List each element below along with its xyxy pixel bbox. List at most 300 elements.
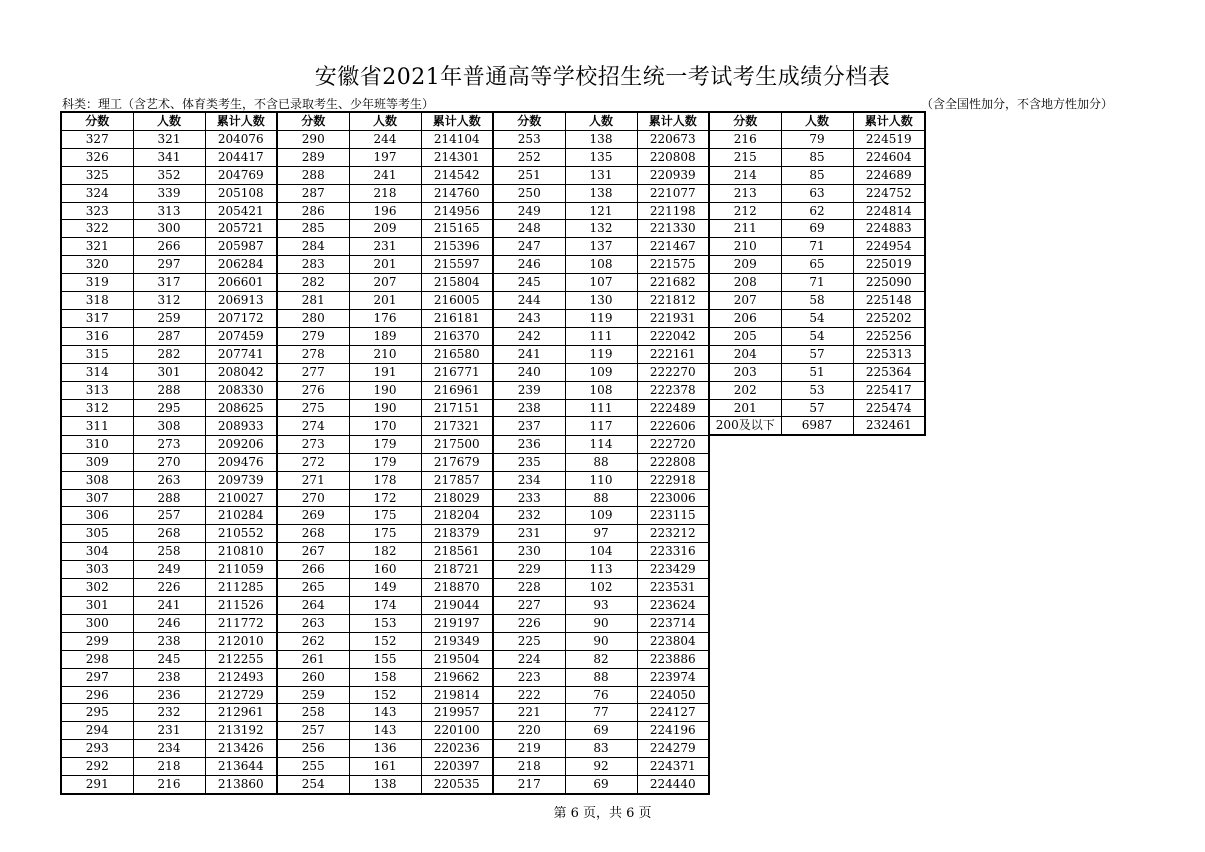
cumulative-cell: 221575 — [637, 256, 709, 274]
count-cell: 176 — [349, 309, 421, 327]
count-cell: 317 — [133, 274, 205, 292]
count-cell: 182 — [349, 543, 421, 561]
table-row — [61, 435, 925, 453]
empty-cell — [781, 561, 853, 579]
score-cell: 250 — [493, 184, 565, 202]
count-cell: 132 — [565, 220, 637, 238]
count-cell: 207 — [349, 274, 421, 292]
score-cell: 214 — [709, 166, 781, 184]
cumulative-cell: 217321 — [421, 417, 493, 435]
empty-cell — [709, 776, 781, 794]
count-cell: 6987 — [781, 417, 853, 435]
empty-cell — [781, 579, 853, 597]
cumulative-cell: 224519 — [853, 130, 925, 148]
empty-cell — [853, 489, 925, 507]
bonus-note: （含全国性加分，不含地方性加分） — [920, 97, 1113, 111]
cumulative-cell: 224604 — [853, 148, 925, 166]
score-cell: 290 — [277, 130, 349, 148]
count-cell: 216 — [133, 776, 205, 794]
count-cell: 136 — [349, 740, 421, 758]
count-cell: 155 — [349, 650, 421, 668]
count-cell: 249 — [133, 561, 205, 579]
count-cell: 196 — [349, 202, 421, 220]
count-cell: 131 — [565, 166, 637, 184]
count-cell: 69 — [565, 722, 637, 740]
score-cell: 229 — [493, 561, 565, 579]
count-cell: 238 — [133, 668, 205, 686]
count-cell: 191 — [349, 363, 421, 381]
empty-cell — [709, 704, 781, 722]
cumulative-cell: 219197 — [421, 614, 493, 632]
count-cell: 69 — [781, 220, 853, 238]
empty-cell — [853, 471, 925, 489]
empty-cell — [781, 435, 853, 453]
cumulative-cell: 210552 — [205, 525, 277, 543]
cumulative-cell: 214104 — [421, 130, 493, 148]
count-cell: 143 — [349, 704, 421, 722]
count-cell: 83 — [565, 740, 637, 758]
cumulative-cell: 221931 — [637, 309, 709, 327]
cumulative-cell: 224689 — [853, 166, 925, 184]
count-cell: 111 — [565, 399, 637, 417]
cumulative-cell: 207741 — [205, 345, 277, 363]
table-row — [61, 740, 925, 758]
count-cell: 201 — [349, 292, 421, 310]
cumulative-cell: 216961 — [421, 381, 493, 399]
empty-cell — [781, 614, 853, 632]
score-cell: 201 — [709, 399, 781, 417]
count-cell: 339 — [133, 184, 205, 202]
empty-cell — [853, 507, 925, 525]
empty-cell — [709, 722, 781, 740]
cumulative-cell: 221198 — [637, 202, 709, 220]
cumulative-cell: 220939 — [637, 166, 709, 184]
score-cell: 273 — [277, 435, 349, 453]
cumulative-cell: 225313 — [853, 345, 925, 363]
count-cell: 82 — [565, 650, 637, 668]
count-cell: 109 — [565, 363, 637, 381]
count-cell: 107 — [565, 274, 637, 292]
column-header: 累计人数 — [637, 112, 709, 130]
count-cell: 174 — [349, 596, 421, 614]
score-cell: 287 — [277, 184, 349, 202]
cumulative-cell: 220397 — [421, 758, 493, 776]
count-cell: 172 — [349, 489, 421, 507]
score-cell: 288 — [277, 166, 349, 184]
cumulative-cell: 219662 — [421, 668, 493, 686]
count-cell: 241 — [349, 166, 421, 184]
cumulative-cell: 224279 — [637, 740, 709, 758]
count-cell: 109 — [565, 507, 637, 525]
cumulative-cell: 211285 — [205, 579, 277, 597]
cumulative-cell: 219044 — [421, 596, 493, 614]
cumulative-cell: 221077 — [637, 184, 709, 202]
score-cell: 206 — [709, 309, 781, 327]
empty-cell — [853, 543, 925, 561]
score-cell: 294 — [61, 722, 133, 740]
score-cell: 210 — [709, 238, 781, 256]
score-cell: 261 — [277, 650, 349, 668]
cumulative-cell: 225090 — [853, 274, 925, 292]
score-cell: 231 — [493, 525, 565, 543]
cumulative-cell: 222042 — [637, 327, 709, 345]
empty-cell — [853, 722, 925, 740]
cumulative-cell: 214542 — [421, 166, 493, 184]
score-cell: 213 — [709, 184, 781, 202]
score-cell: 289 — [277, 148, 349, 166]
score-cell: 284 — [277, 238, 349, 256]
empty-cell — [709, 489, 781, 507]
empty-cell — [709, 614, 781, 632]
empty-cell — [781, 453, 853, 471]
count-cell: 287 — [133, 327, 205, 345]
score-cell: 327 — [61, 130, 133, 148]
empty-cell — [781, 686, 853, 704]
empty-cell — [709, 543, 781, 561]
score-cell: 308 — [61, 471, 133, 489]
score-cell: 313 — [61, 381, 133, 399]
count-cell: 179 — [349, 435, 421, 453]
cumulative-cell: 222378 — [637, 381, 709, 399]
score-distribution-table — [60, 111, 926, 795]
table-row — [61, 130, 925, 148]
cumulative-cell: 232461 — [853, 417, 925, 435]
cumulative-cell: 209476 — [205, 453, 277, 471]
table-row — [61, 453, 925, 471]
cumulative-cell: 210284 — [205, 507, 277, 525]
cumulative-cell: 225202 — [853, 309, 925, 327]
score-cell: 262 — [277, 632, 349, 650]
score-cell: 258 — [277, 704, 349, 722]
table-row — [61, 327, 925, 345]
count-cell: 71 — [781, 238, 853, 256]
count-cell: 143 — [349, 722, 421, 740]
score-cell: 298 — [61, 650, 133, 668]
score-cell: 222 — [493, 686, 565, 704]
count-cell: 97 — [565, 525, 637, 543]
score-cell: 323 — [61, 202, 133, 220]
cumulative-cell: 224440 — [637, 776, 709, 794]
score-cell: 324 — [61, 184, 133, 202]
cumulative-cell: 218870 — [421, 579, 493, 597]
table-row — [61, 632, 925, 650]
empty-cell — [853, 596, 925, 614]
score-cell: 244 — [493, 292, 565, 310]
score-cell: 314 — [61, 363, 133, 381]
cumulative-cell: 215165 — [421, 220, 493, 238]
count-cell: 88 — [565, 668, 637, 686]
score-cell: 321 — [61, 238, 133, 256]
score-cell: 219 — [493, 740, 565, 758]
page-title: 安徽省2021年普通高等学校招生统一考试考生成绩分档表 — [314, 65, 891, 90]
score-cell: 217 — [493, 776, 565, 794]
empty-cell — [709, 435, 781, 453]
score-cell: 220 — [493, 722, 565, 740]
count-cell: 178 — [349, 471, 421, 489]
table-row — [61, 650, 925, 668]
count-cell: 62 — [781, 202, 853, 220]
cumulative-cell: 224883 — [853, 220, 925, 238]
empty-cell — [853, 758, 925, 776]
count-cell: 54 — [781, 309, 853, 327]
cumulative-cell: 222720 — [637, 435, 709, 453]
score-cell: 315 — [61, 345, 133, 363]
score-cell: 264 — [277, 596, 349, 614]
score-cell: 286 — [277, 202, 349, 220]
score-cell: 246 — [493, 256, 565, 274]
cumulative-cell: 204417 — [205, 148, 277, 166]
cumulative-cell: 213860 — [205, 776, 277, 794]
score-cell: 325 — [61, 166, 133, 184]
count-cell: 341 — [133, 148, 205, 166]
count-cell: 135 — [565, 148, 637, 166]
cumulative-cell: 215597 — [421, 256, 493, 274]
score-cell: 260 — [277, 668, 349, 686]
column-header: 分数 — [61, 112, 133, 130]
count-cell: 161 — [349, 758, 421, 776]
count-cell: 288 — [133, 381, 205, 399]
count-cell: 232 — [133, 704, 205, 722]
count-cell: 352 — [133, 166, 205, 184]
table-row — [61, 417, 925, 435]
table-row — [61, 363, 925, 381]
count-cell: 85 — [781, 166, 853, 184]
empty-cell — [853, 632, 925, 650]
cumulative-cell: 224050 — [637, 686, 709, 704]
count-cell: 175 — [349, 525, 421, 543]
count-cell: 273 — [133, 435, 205, 453]
score-cell: 239 — [493, 381, 565, 399]
cumulative-cell: 223429 — [637, 561, 709, 579]
score-cell: 280 — [277, 309, 349, 327]
score-cell: 223 — [493, 668, 565, 686]
table-row — [61, 148, 925, 166]
cumulative-cell: 210810 — [205, 543, 277, 561]
cumulative-cell: 216370 — [421, 327, 493, 345]
table-row — [61, 220, 925, 238]
empty-cell — [709, 471, 781, 489]
count-cell: 88 — [565, 489, 637, 507]
cumulative-cell: 207459 — [205, 327, 277, 345]
cumulative-cell: 208042 — [205, 363, 277, 381]
score-cell: 207 — [709, 292, 781, 310]
count-cell: 58 — [781, 292, 853, 310]
cumulative-cell: 224954 — [853, 238, 925, 256]
count-cell: 308 — [133, 417, 205, 435]
count-cell: 152 — [349, 686, 421, 704]
cumulative-cell: 224196 — [637, 722, 709, 740]
score-cell: 263 — [277, 614, 349, 632]
empty-cell — [853, 525, 925, 543]
count-cell: 119 — [565, 309, 637, 327]
cumulative-cell: 204769 — [205, 166, 277, 184]
score-cell: 319 — [61, 274, 133, 292]
count-cell: 114 — [565, 435, 637, 453]
empty-cell — [781, 704, 853, 722]
score-cell: 311 — [61, 417, 133, 435]
score-cell: 208 — [709, 274, 781, 292]
empty-cell — [709, 507, 781, 525]
cumulative-cell: 223714 — [637, 614, 709, 632]
empty-cell — [853, 704, 925, 722]
cumulative-cell: 222808 — [637, 453, 709, 471]
cumulative-cell: 208933 — [205, 417, 277, 435]
score-cell: 282 — [277, 274, 349, 292]
cumulative-cell: 205108 — [205, 184, 277, 202]
count-cell: 210 — [349, 345, 421, 363]
score-cell: 216 — [709, 130, 781, 148]
table-row — [61, 381, 925, 399]
cumulative-cell: 223531 — [637, 579, 709, 597]
count-cell: 158 — [349, 668, 421, 686]
empty-cell — [853, 453, 925, 471]
cumulative-cell: 217151 — [421, 399, 493, 417]
cumulative-cell: 223804 — [637, 632, 709, 650]
cumulative-cell: 215804 — [421, 274, 493, 292]
page-footer: 第 6 页，共 6 页 — [553, 806, 652, 821]
cumulative-cell: 218379 — [421, 525, 493, 543]
column-header: 人数 — [133, 112, 205, 130]
score-cell: 272 — [277, 453, 349, 471]
count-cell: 108 — [565, 256, 637, 274]
cumulative-cell: 211526 — [205, 596, 277, 614]
score-cell: 259 — [277, 686, 349, 704]
table-row — [61, 166, 925, 184]
table-row — [61, 507, 925, 525]
score-cell: 203 — [709, 363, 781, 381]
count-cell: 297 — [133, 256, 205, 274]
score-cell: 245 — [493, 274, 565, 292]
cumulative-cell: 206284 — [205, 256, 277, 274]
table-row — [61, 561, 925, 579]
cumulative-cell: 217857 — [421, 471, 493, 489]
score-cell: 303 — [61, 561, 133, 579]
count-cell: 244 — [349, 130, 421, 148]
score-cell: 304 — [61, 543, 133, 561]
cumulative-cell: 212729 — [205, 686, 277, 704]
score-cell: 209 — [709, 256, 781, 274]
empty-cell — [781, 471, 853, 489]
table-row — [61, 525, 925, 543]
cumulative-cell: 223316 — [637, 543, 709, 561]
count-cell: 160 — [349, 561, 421, 579]
score-cell: 228 — [493, 579, 565, 597]
score-cell: 240 — [493, 363, 565, 381]
score-cell: 302 — [61, 579, 133, 597]
score-cell: 215 — [709, 148, 781, 166]
score-cell: 266 — [277, 561, 349, 579]
count-cell: 226 — [133, 579, 205, 597]
empty-cell — [781, 740, 853, 758]
count-cell: 111 — [565, 327, 637, 345]
cumulative-cell: 213192 — [205, 722, 277, 740]
cumulative-cell: 225256 — [853, 327, 925, 345]
count-cell: 108 — [565, 381, 637, 399]
table-row — [61, 543, 925, 561]
count-cell: 93 — [565, 596, 637, 614]
count-cell: 113 — [565, 561, 637, 579]
cumulative-cell: 214956 — [421, 202, 493, 220]
score-cell: 251 — [493, 166, 565, 184]
score-cell: 297 — [61, 668, 133, 686]
empty-cell — [781, 650, 853, 668]
score-cell: 256 — [277, 740, 349, 758]
score-cell: 278 — [277, 345, 349, 363]
empty-cell — [709, 596, 781, 614]
score-cell: 211 — [709, 220, 781, 238]
score-cell: 242 — [493, 327, 565, 345]
score-cell: 218 — [493, 758, 565, 776]
score-cell: 202 — [709, 381, 781, 399]
count-cell: 241 — [133, 596, 205, 614]
table-row — [61, 686, 925, 704]
cumulative-cell: 223212 — [637, 525, 709, 543]
cumulative-cell: 218721 — [421, 561, 493, 579]
cumulative-cell: 213426 — [205, 740, 277, 758]
empty-cell — [853, 740, 925, 758]
empty-cell — [781, 489, 853, 507]
score-cell: 320 — [61, 256, 133, 274]
count-cell: 218 — [133, 758, 205, 776]
score-cell: 227 — [493, 596, 565, 614]
score-cell: 295 — [61, 704, 133, 722]
count-cell: 57 — [781, 345, 853, 363]
table-row — [61, 596, 925, 614]
cumulative-cell: 223624 — [637, 596, 709, 614]
score-cell: 281 — [277, 292, 349, 310]
score-cell: 291 — [61, 776, 133, 794]
table-row — [61, 776, 925, 794]
score-cell: 279 — [277, 327, 349, 345]
cumulative-cell: 212961 — [205, 704, 277, 722]
score-cell: 317 — [61, 309, 133, 327]
score-cell: 204 — [709, 345, 781, 363]
cumulative-cell: 216580 — [421, 345, 493, 363]
count-cell: 117 — [565, 417, 637, 435]
cumulative-cell: 218561 — [421, 543, 493, 561]
cumulative-cell: 208625 — [205, 399, 277, 417]
column-header: 分数 — [709, 112, 781, 130]
count-cell: 282 — [133, 345, 205, 363]
empty-cell — [853, 776, 925, 794]
count-cell: 71 — [781, 274, 853, 292]
table-row — [61, 309, 925, 327]
cumulative-cell: 222270 — [637, 363, 709, 381]
header-row — [61, 112, 925, 130]
empty-cell — [781, 632, 853, 650]
score-cell: 312 — [61, 399, 133, 417]
table-row — [61, 184, 925, 202]
table-row — [61, 704, 925, 722]
score-cell: 225 — [493, 632, 565, 650]
count-cell: 63 — [781, 184, 853, 202]
table-row — [61, 345, 925, 363]
score-cell: 249 — [493, 202, 565, 220]
score-cell: 226 — [493, 614, 565, 632]
cumulative-cell: 209739 — [205, 471, 277, 489]
score-cell: 326 — [61, 148, 133, 166]
count-cell: 79 — [781, 130, 853, 148]
cumulative-cell: 204076 — [205, 130, 277, 148]
score-cell: 248 — [493, 220, 565, 238]
score-cell: 270 — [277, 489, 349, 507]
empty-cell — [709, 740, 781, 758]
score-cell: 243 — [493, 309, 565, 327]
cumulative-cell: 219349 — [421, 632, 493, 650]
score-cell: 296 — [61, 686, 133, 704]
score-cell: 307 — [61, 489, 133, 507]
cumulative-cell: 224814 — [853, 202, 925, 220]
